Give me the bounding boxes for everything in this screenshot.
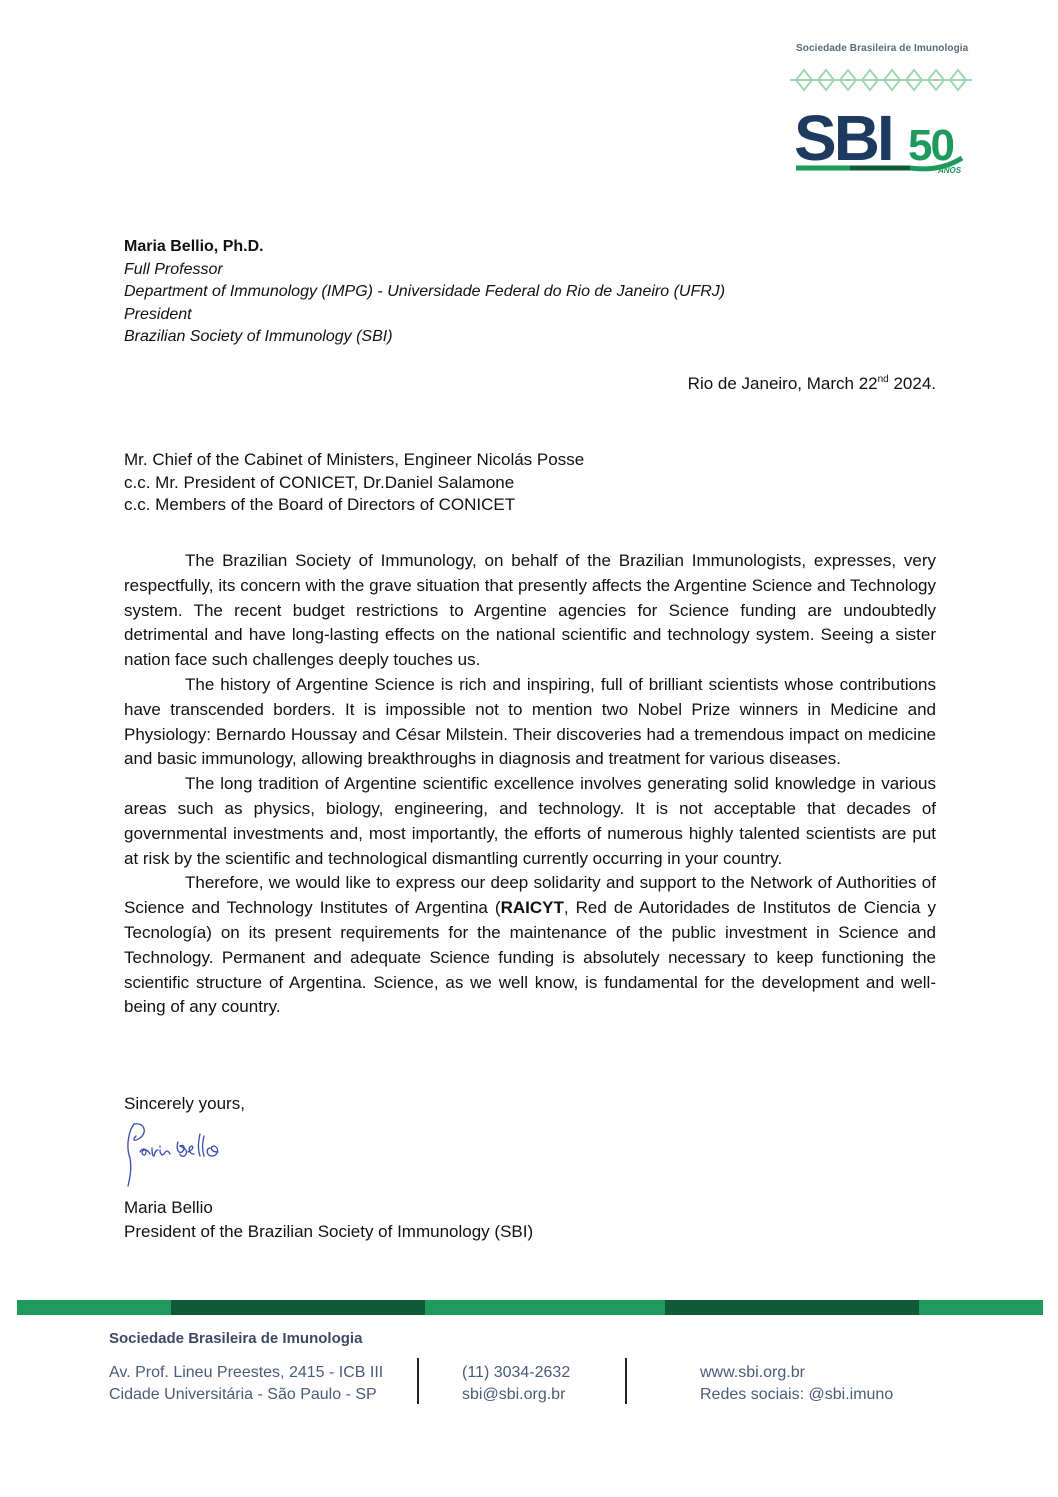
recipient-line: c.c. Mr. President of CONICET, Dr.Daniel Salamone <box>124 472 515 492</box>
footer-bar-segment <box>171 1300 425 1315</box>
sender-title: Full Professor <box>124 260 223 278</box>
footer-bar-segment <box>665 1300 919 1315</box>
sender-role: President <box>124 305 192 323</box>
date-suffix: nd <box>877 374 889 385</box>
footer-social: Redes sociais: @sbi.imuno <box>700 1386 894 1403</box>
footer-web <box>700 1362 893 1406</box>
signer-block <box>124 1196 533 1244</box>
footer-website: www.sbi.org.br <box>700 1364 805 1381</box>
footer-email: sbi@sbi.org.br <box>462 1386 566 1403</box>
date-prefix: Rio de Janeiro, March 22 <box>687 374 878 393</box>
sbi-logo <box>790 40 975 180</box>
sender-department: Department of Immunology (IMPG) - Universidade Federal do Rio de Janeiro (UFRJ) <box>124 283 726 301</box>
closing: Sincerely yours, <box>124 1094 245 1113</box>
footer-org-name: Sociedade Brasileira de Imunologia <box>109 1330 363 1347</box>
recipient-line: Mr. Chief of the Cabinet of Ministers, Engineer Nicolás Posse <box>124 450 585 469</box>
logo-org-name: Sociedade Brasileira de Imunologia <box>796 43 969 54</box>
body-paragraph-2: The history of Argentine Science is rich and inspiring, full of brilliant scientists whose contributions have transcended borders. It is impossible not to mention two Nobel Prize winners in Medicine and Physiology: Bernardo Houssay and César Milstein. Their discoveries had a tremendous impact on medicine and basic immunology, allowing breakthroughs in diagnosis and treatment for various diseases. <box>124 674 936 769</box>
p4-before: Therefore, we would like to express our deep solidarity and support to the Network of Authorities of Science and Technology Institutes of Argentina ( <box>124 873 936 918</box>
footer-address <box>109 1362 383 1406</box>
sender-name: Maria Bellio, Ph.D. <box>124 238 264 255</box>
footer-divider <box>417 1358 419 1404</box>
letter-date <box>688 374 936 394</box>
body-paragraph-1: The Brazilian Society of Immunology, on behalf of the Brazilian Immunologists, expresses, very respectfully, its concern with the grave situation that presently affects the Argentine Science and Technology system. The recent budget restrictions to Argentine agencies for Science funding are undoubtedly detrimental and have long-lasting effects on the national scientific and technology system. Seeing a sister nation face such challenges deeply touches us. <box>124 551 936 670</box>
sender-block <box>124 236 725 349</box>
footer-phone: (11) 3034-2632 <box>462 1364 571 1381</box>
sender-organization: Brazilian Society of Immunology (SBI) <box>124 328 393 346</box>
footer-color-bar <box>17 1300 1043 1315</box>
footer-bar-segment <box>17 1300 171 1315</box>
footer-divider <box>625 1358 627 1404</box>
footer-bar-segment <box>919 1300 1043 1315</box>
svg-text:ANOS: ANOS <box>938 166 962 175</box>
signer-name: Maria Bellio <box>124 1198 213 1217</box>
svg-text:50: 50 <box>908 121 953 170</box>
p4-after: , Red de Autoridades de Institutos de Ciencia y Tecnología) on its present requirements for the maintenance of the public investment in Science and Technology. Permanent and adequate Science funding is absolutely necessary to keep functioning the scientific structure of Argentina. Science, as we well know, is fundamental for the development and well-being of any country. <box>124 898 936 1017</box>
handwritten-signature <box>122 1118 252 1190</box>
letter-body <box>124 549 936 1020</box>
body-paragraph-4 <box>124 871 936 1020</box>
body-paragraph-3: The long tradition of Argentine scientific excellence involves generating solid knowledge in various areas such as physics, biology, engineering, and technology. It is not acceptable that decades of governmental investments and, most importantly, the efforts of numerous highly talented scientists are put at risk by the scientific and technological dismantling currently occurring in your country. <box>124 774 936 868</box>
recipients-block <box>124 449 584 517</box>
footer-address-line2: Cidade Universitária - São Paulo - SP <box>109 1386 377 1403</box>
sbi-50-anos-logo-graphic <box>790 40 975 180</box>
svg-text:SBI: SBI <box>794 102 892 174</box>
footer-contact <box>462 1362 570 1406</box>
footer-address-line1: Av. Prof. Lineu Preestes, 2415 - ICB III <box>109 1364 384 1381</box>
date-year: 2024. <box>888 374 936 393</box>
signer-title: President of the Brazilian Society of Immunology (SBI) <box>124 1222 534 1241</box>
p4-bold-acronym: RAICYT <box>500 898 564 918</box>
recipient-line: c.c. Members of the Board of Directors of CONICET <box>124 495 516 515</box>
footer-bar-segment <box>425 1300 665 1315</box>
